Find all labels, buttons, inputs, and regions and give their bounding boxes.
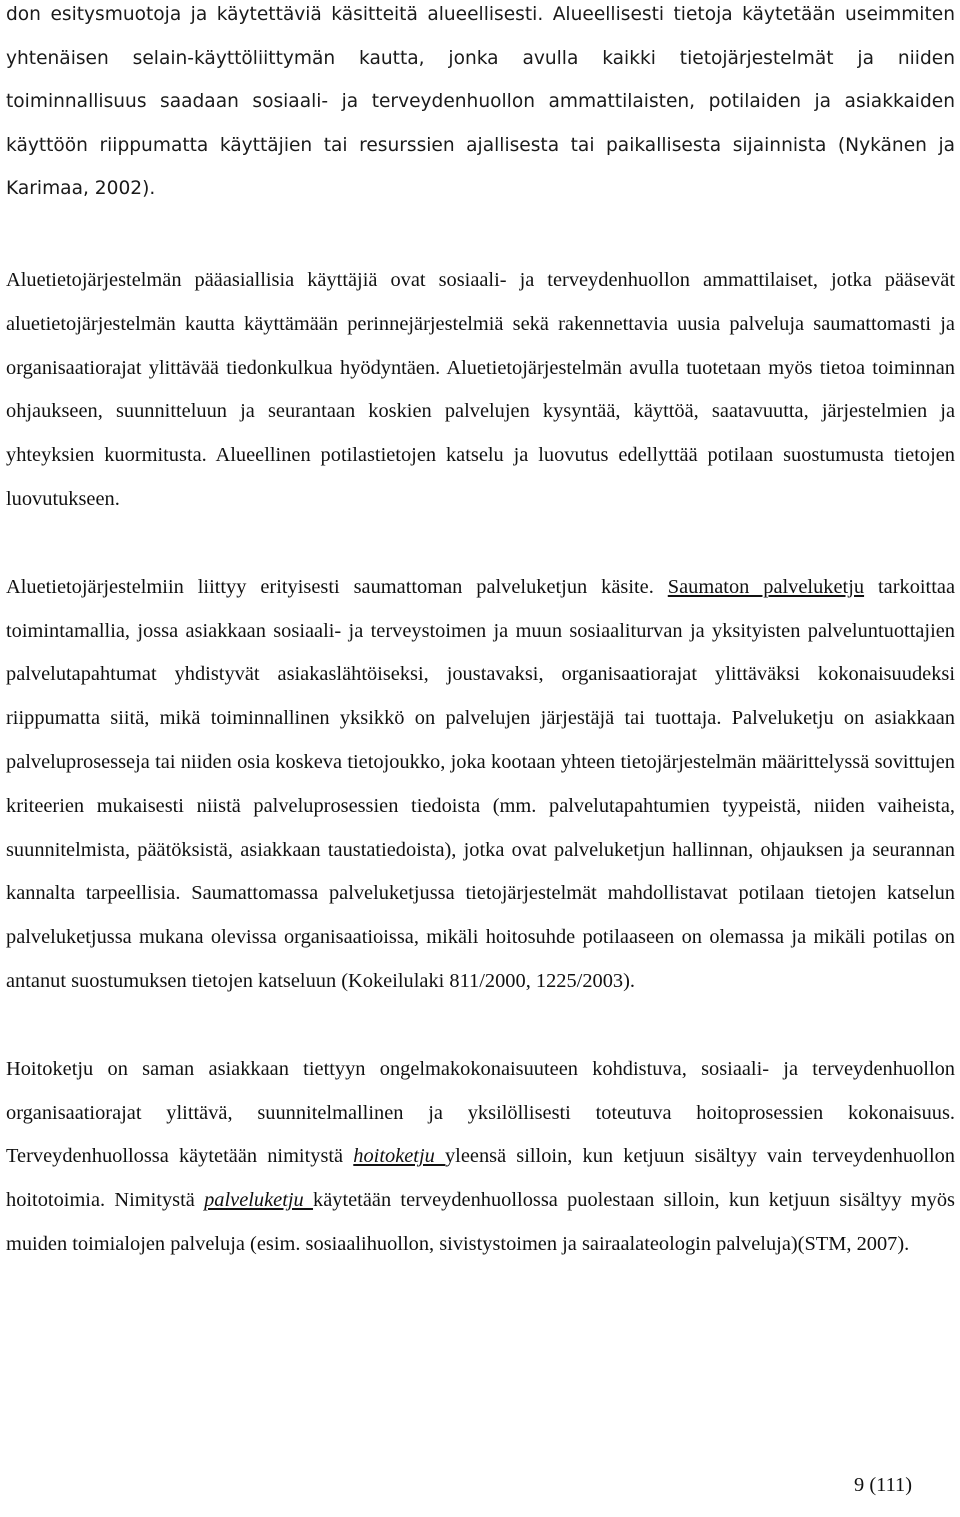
paragraph-text: Aluetietojärjestelmän pääasiallisia käyttäjiä ovat sosiaali- ja terveydenhuollon ammattilaiset, jotka pääsevät aluetietojärjestelmän kautta käyttämään perinnejärjestelmiä sekä rakennettavia uusia palveluja saumattomasti ja organisaatiorajat ylittävää tiedonkulkua hyödyntäen. Aluetietojärjestelmän avulla tuotetaan myös tietoa toiminnan ohjaukseen, suunnitteluun ja seurantaan koskien palvelujen kysyntää, käyttöä, saatavuutta, järjestelmien ja yhteyksien kuormitusta. Alueellinen potilastietojen katselu ja luovutus edellyttää potilaan suostumusta tietojen luovutukseen. [6,268,955,510]
paragraph-text-before: Aluetietojärjestelmiin liittyy erityisesti saumattoman palveluketjun käsite. [6,575,668,598]
paragraph-text-after: käytetään terveydenhuollossa puolestaan silloin, kun ketjuun sisältyy myös muiden toimialojen palveluja (esim. sosiaalihuollon, sivistystoimen ja sairaalateologin palveluja)(STM, 2007). [6,1189,955,1255]
paragraph-text: don esitysmuotoja ja käytettäviä käsitteitä alueellisesti. Alueellisesti tietoja käytetään useimmiten yhtenäisen selain-käyttöliittymän kautta, jonka avulla kaikki tietojärjestelmät ja niiden toiminnallisuus saadaan sosiaali- ja terveydenhuollon ammattilaisten, potilaiden ja asiakkaiden käyttöön riippumatta käyttäjien tai resurssien ajallisesta tai paikallisesta sijainnista (Nykänen ja Karimaa, 2002). [6,4,955,200]
paragraph-text-middle: yleensä silloin, kun ketjuun sisältyy vain terveydenhuollon hoitotoimia. Nimitystä [6,1145,955,1212]
term-hoitoketju: hoitoketju [353,1145,445,1168]
paragraph-care-chain [6,1048,955,1267]
document-page [6,0,955,1267]
term-saumaton-palveluketju: Saumaton palveluketju [667,575,865,598]
page-number: 9 (111) [854,1474,912,1496]
term-palveluketju: palveluketju [204,1189,314,1212]
paragraph-text-before: Hoitoketju on saman asiakkaan tiettyyn ongelmakokonaisuuteen kohdistuva, sosiaali- ja terveydenhuollon organisaatiorajat ylittävä, suunnitelmallinen ja yksilöllisesti toteutuva hoitoprosessien kokonaisuus. Terveydenhuollossa käytetään nimitystä [6,1057,955,1168]
paragraph-regional-information-use [6,0,955,211]
paragraph-seamless-service-chain [6,566,955,1004]
paragraph-text-after: tarkoittaa toimintamallia, jossa asiakkaan sosiaali- ja terveystoimen ja muun sosiaaliturvan ja yksityisten palveluntuottajien palvelutapahtumat yhdistyvät asiakaslähtöiseksi, joustavaksi, organisaatiorajat ylittäväksi kokonaisuudeksi riippumatta siitä, mikä toiminnallinen yksikkö on palvelujen järjestäjä tai tuottaja. Palveluketju on asiakkaan palveluprosesseja tai niiden osia koskeva tietojoukko, joka kootaan yhteen tietojärjestelmän määrittelyssä sovittujen kriteerien mukaisesti niistä palveluprosessien tiedoista (mm. palvelutapahtumien tyypeistä, niiden vaiheista, suunnitelmista, päätöksistä, asiakkaan taustatiedoista), jotka ovat palveluketjun hallinnan, ohjauksen ja seurannan kannalta tarpeellisia. Saumattomassa palveluketjussa tietojärjestelmät mahdollistavat potilaan tietojen katselun palveluketjussa mukana olevissa organisaatioissa, mikäli hoitosuhde potilaaseen on olemassa ja mikäli potilas on antanut suostumuksen tietojen katseluun (Kokeilulaki 811/2000, 1225/2003). [6,575,955,992]
paragraph-regional-system-users [6,259,955,522]
